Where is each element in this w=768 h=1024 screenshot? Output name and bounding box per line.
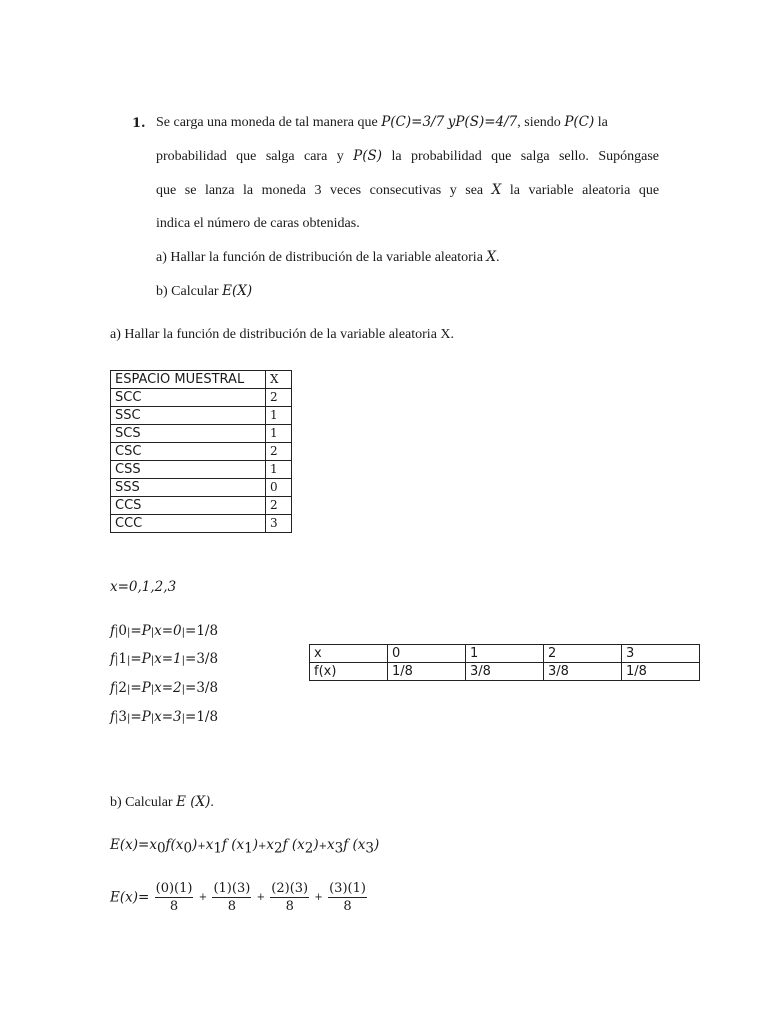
cell: 3: [622, 645, 700, 663]
table-row: [111, 407, 292, 425]
math: f (x: [282, 837, 305, 853]
math: 1: [118, 651, 127, 667]
cell: CSC: [111, 443, 266, 461]
text: la variable aleatoria que: [509, 183, 660, 198]
numerator: (1)(3): [213, 881, 251, 896]
cell: 3/8: [544, 663, 622, 681]
math-y: y: [447, 114, 456, 130]
math: f(x: [165, 837, 184, 853]
fraction: [212, 880, 251, 915]
text: que se lanza la moneda 3 veces consecutivas y sea: [156, 183, 484, 198]
math: 0: [156, 840, 166, 857]
text: .: [210, 795, 214, 810]
problem-line-2: [156, 148, 659, 165]
math: +: [256, 892, 265, 903]
math: x=3: [154, 709, 182, 725]
table-row: [111, 425, 292, 443]
pmf-line-1: f|1|=P|x=1|=3/8: [110, 651, 219, 667]
cell: 3/8: [466, 663, 544, 681]
cell: CCS: [111, 497, 266, 515]
math: x: [266, 837, 274, 853]
math: 0: [183, 840, 193, 857]
cell: 0: [266, 479, 292, 497]
table-row: [111, 515, 292, 533]
cell: 2: [266, 389, 292, 407]
cell: SSS: [111, 479, 266, 497]
math-pc: P(C): [564, 114, 595, 130]
math-x: X: [486, 249, 497, 265]
pmf-line-2: f|2|=P|x=2|=3/8: [110, 680, 219, 696]
pmf-line-3: f|3|=P|x=3|=1/8: [110, 709, 219, 725]
expectation-formula: [110, 837, 379, 857]
header-cell: X: [266, 371, 292, 389]
cell: 2: [266, 443, 292, 461]
numerator: (3)(1): [329, 881, 366, 896]
x-values-line: x=0,1,2,3: [110, 579, 177, 595]
math: 3: [334, 840, 344, 857]
table-row: [310, 663, 700, 681]
fraction: [270, 880, 309, 915]
math: =3/8: [185, 651, 219, 667]
cell: 3: [266, 515, 292, 533]
distribution-table: [309, 644, 700, 681]
denominator: 8: [227, 899, 237, 914]
sample-space-table: [110, 370, 292, 533]
math: =1/8: [185, 623, 219, 639]
math: =P: [130, 651, 151, 667]
cell: x: [310, 645, 388, 663]
problem-line-1: [156, 114, 659, 131]
math: f: [110, 623, 115, 639]
text: , siendo: [517, 115, 561, 130]
cell: 1: [266, 461, 292, 479]
cell: 1/8: [622, 663, 700, 681]
section-a-heading: a) Hallar la función de distribución de la variable aleatoria X.: [110, 327, 455, 342]
table-row: [111, 497, 292, 515]
math: f (x: [343, 837, 366, 853]
math: +: [314, 892, 323, 903]
fraction: [328, 880, 367, 915]
math: 2: [304, 840, 314, 857]
cell: 1: [466, 645, 544, 663]
table-row: [111, 389, 292, 407]
cell: 1: [266, 407, 292, 425]
cell: 2: [266, 497, 292, 515]
header-cell: ESPACIO MUESTRAL: [111, 371, 266, 389]
math: x: [327, 837, 335, 853]
numerator: (0)(1): [155, 881, 193, 896]
math: x: [205, 837, 214, 853]
math: ): [313, 837, 319, 853]
table-row: [111, 461, 292, 479]
math: 1: [244, 840, 253, 857]
math-ex: E (X): [176, 794, 211, 810]
math: +: [198, 892, 208, 903]
problem-part-b: [156, 283, 252, 300]
table-row: [310, 645, 700, 663]
math-pc-prob: P(C)=3/7: [381, 114, 445, 130]
math: =P: [130, 680, 151, 696]
math: +: [257, 841, 267, 852]
table-header-row: [111, 371, 292, 389]
expectation-expansion: [110, 880, 368, 915]
denominator: 8: [343, 899, 352, 914]
pmf-line-0: f|0|=P|x=0|=1/8: [110, 623, 219, 639]
text: b) Calcular: [110, 795, 173, 810]
math: f: [110, 680, 115, 696]
table-row: [111, 479, 292, 497]
problem-number: 1.: [132, 116, 146, 131]
math: f: [110, 709, 115, 725]
cell: SSC: [111, 407, 266, 425]
section-b-heading: [110, 794, 214, 811]
math: f: [110, 651, 115, 667]
cell: 2: [544, 645, 622, 663]
cell: SCS: [111, 425, 266, 443]
text: la probabilidad que salga sello. Supóngase: [391, 149, 660, 164]
cell: CCC: [111, 515, 266, 533]
math: ): [192, 837, 198, 853]
cell: 0: [388, 645, 466, 663]
math: x=2: [154, 680, 182, 696]
text: a) Hallar la función de distribución de la variable aleatoria: [156, 250, 483, 265]
math: E(x)=: [110, 889, 150, 906]
math: ): [252, 837, 258, 853]
math: =P: [130, 623, 151, 639]
text: probabilidad que salga cara y: [156, 149, 344, 164]
math: =P: [130, 709, 151, 725]
math: 2: [273, 840, 283, 857]
math: 1: [213, 840, 222, 857]
math-ex: E(X): [222, 283, 253, 299]
math: 3: [365, 840, 374, 857]
text: Se carga una moneda de tal manera que: [156, 115, 378, 130]
math: x=1: [154, 651, 182, 667]
cell: SCC: [111, 389, 266, 407]
cell: 1/8: [388, 663, 466, 681]
cell: CSS: [111, 461, 266, 479]
denominator: 8: [169, 899, 179, 914]
math: 0: [118, 623, 127, 639]
cell: f(x): [310, 663, 388, 681]
math: 2: [118, 680, 127, 696]
math: ): [374, 837, 380, 853]
math: x=0: [154, 623, 182, 639]
text: .: [496, 250, 500, 265]
math: +: [318, 841, 328, 852]
text: b) Calcular: [156, 284, 219, 299]
table-row: [111, 443, 292, 461]
problem-line-4: indica el número de caras obtenidas.: [156, 216, 360, 231]
fraction: [155, 880, 194, 915]
math: 3: [118, 709, 127, 725]
denominator: 8: [285, 899, 294, 914]
math-ps-prob: P(S)=4/7: [455, 114, 518, 130]
numerator: (2)(3): [271, 881, 309, 896]
math: =3/8: [185, 680, 219, 696]
math: E(x)=: [110, 837, 150, 853]
problem-part-a: [156, 249, 500, 266]
cell: 1: [266, 425, 292, 443]
math: +: [197, 841, 206, 852]
math-ps: P(S): [353, 148, 383, 164]
math: f (x: [221, 837, 245, 853]
math: =1/8: [185, 709, 219, 725]
math: x: [149, 837, 157, 853]
text: la: [597, 115, 608, 130]
math-x: X: [491, 182, 502, 198]
problem-line-3: [156, 182, 659, 199]
